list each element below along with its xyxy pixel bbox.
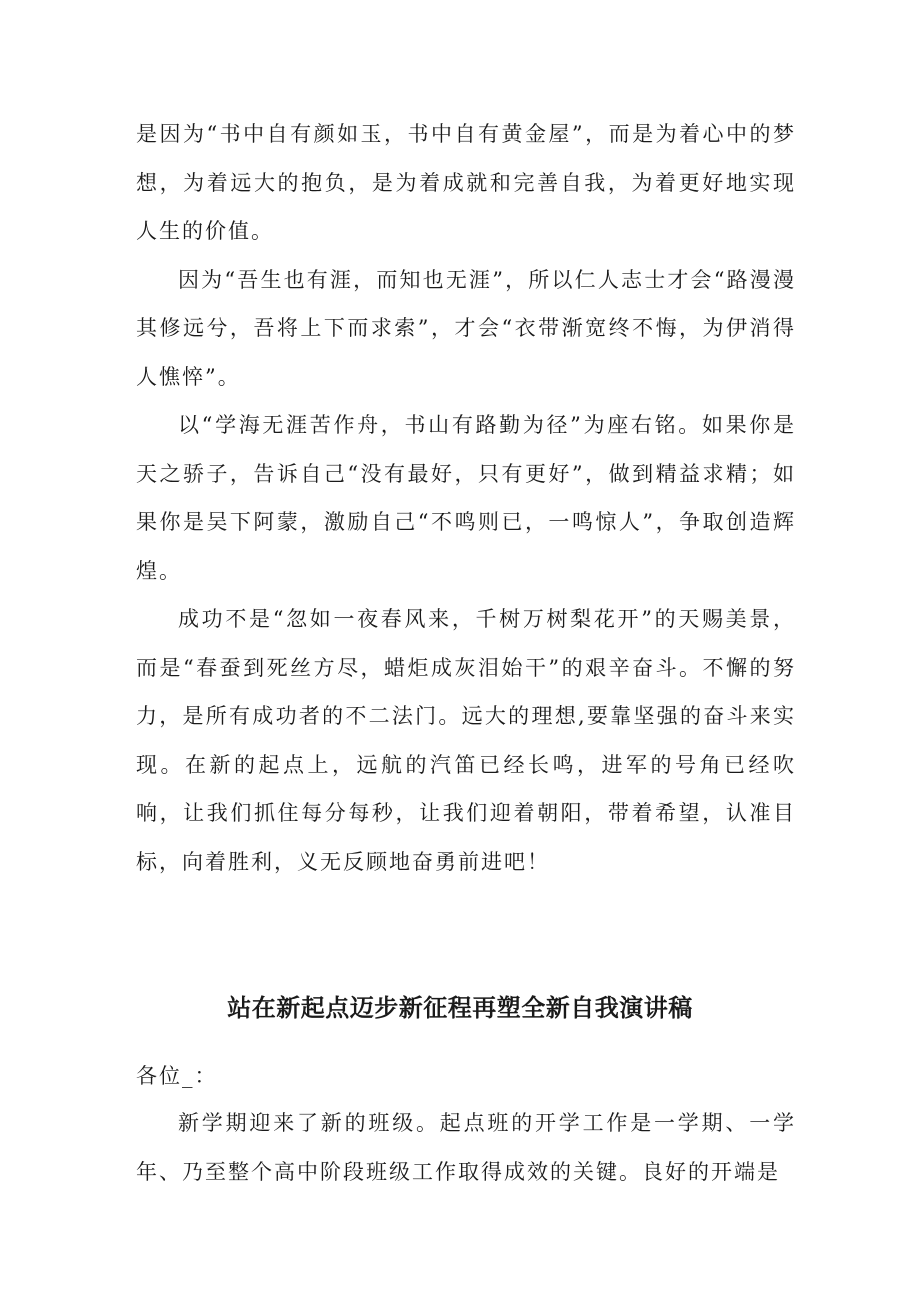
new-speech-body — [136, 1099, 796, 1196]
paragraph-continuation: 是因为“书中自有颜如玉，书中自有黄金屋”，而是为着心中的梦想，为着远大的抱负，是为着成就和完善自我，为着更好地实现人生的价值。 — [136, 122, 796, 243]
paragraph-ambition: 因为“吾生也有涯，而知也无涯”，所以仁人志士才会“路漫漫其修远兮，吾将上下而求索”，才会“衣带渐宽终不悔，为伊消得人憔悴”。 — [136, 267, 796, 389]
paragraph-new-semester: 新学期迎来了新的班级。起点班的开学工作是一学期、一学年、乃至整个高中阶段班级工作取得成效的关键。良好的开端是 — [136, 1111, 796, 1184]
salutation: 各位_： — [136, 1064, 218, 1088]
continued-speech-body — [136, 110, 796, 886]
paragraph-success: 成功不是“忽如一夜春风来，千树万树梨花开”的天赐美景，而是“春蚕到死丝方尽，蜡炬成灰泪始干”的艰辛奋斗。不懈的努力，是所有成功者的不二法门。远大的理想,要靠坚强的奋斗来实现。在新的起点上，远航的汽笛已经长鸣，进军的号角已经吹响，让我们抓住每分每秒，让我们迎着朝阳，带着希望，认准目标，向着胜利，义无反顾地奋勇前进吧！ — [136, 607, 796, 874]
paragraph-motto: 以“学海无涯苦作舟，书山有路勤为径”为座右铭。如果你是天之骄子，告诉自己“没有最好，只有更好”，做到精益求精；如果你是吴下阿蒙，激励自己“不鸣则已，一鸣惊人”，争取创造辉煌。 — [136, 413, 796, 583]
speech-title: 站在新起点迈步新征程再塑全新自我演讲稿 — [227, 994, 693, 1022]
